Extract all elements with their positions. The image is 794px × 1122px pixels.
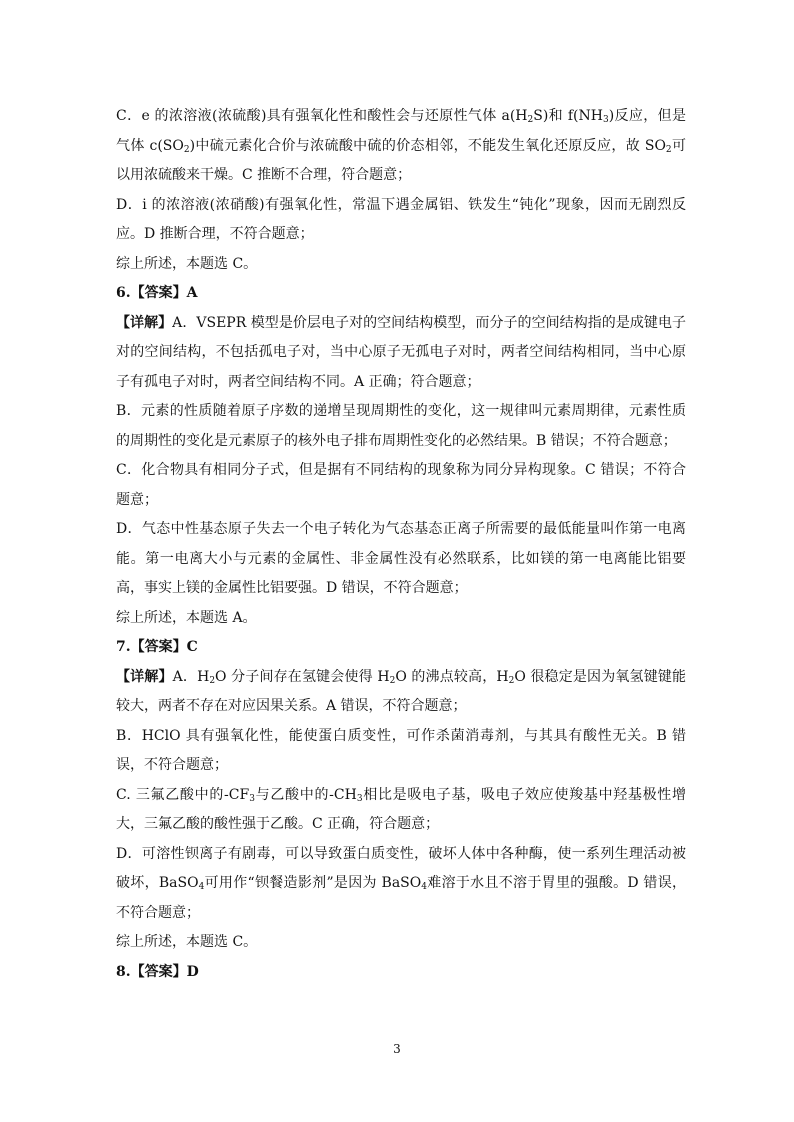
q6-option-d: D．气态中性基态原子失去一个电子转化为气态基态正离子所需要的最低能量叫作第一电离能。第一电离大小与元素的金属性、非金属性没有必然联系，比如镁的第一电离能比铝要高，事实上镁的金属性比铝要强。D 错误，不符合题意； <box>116 521 686 596</box>
subscript: 3 <box>249 793 255 804</box>
text-segment: )反应，但是气体 c(SO <box>116 108 687 154</box>
q6-option-c: C．化合物具有相同分子式，但是据有不同结构的现象称为同分异构现象。C 错误；不符合题意； <box>116 462 686 508</box>
text-segment: )中硫元素化合价与浓硫酸中硫的价态相邻，不能发生氧化还原反应，故 SO <box>189 137 666 154</box>
subscript: 4 <box>198 882 205 892</box>
subscript: 3 <box>602 115 609 125</box>
q6-option-b: B．元素的性质随着原子序数的递增呈现周期性的变化，这一规律叫元素周期律，元素性质的周期性的变化是元素原子的核外电子排布周期性变化的必然结果。B 错误；不符合题意； <box>116 403 686 449</box>
q7-summary: 综上所述，本题选 C。 <box>116 934 258 950</box>
subscript: 2 <box>527 115 534 125</box>
subscript: 2 <box>665 144 672 155</box>
text-segment: O 的沸点较高，H <box>395 668 509 685</box>
text-segment: S)和 f(NH <box>533 108 603 124</box>
page-number: 3 <box>393 1042 401 1056</box>
q7-answer-heading: 7.【答案】C <box>116 639 198 655</box>
q6-answer-heading: 6.【答案】A <box>116 285 198 301</box>
text-segment: C．e 的浓溶液(浓硫酸)具有强氧化性和酸性会与还原性气体 a(H <box>116 108 528 124</box>
q5-option-d: D．i 的浓溶液(浓硝酸)有强氧化性，常温下遇金属铝、铁发生“钝化”现象，因而无剧烈反应。D 推断合理，不符合题意； <box>116 196 686 242</box>
q7-option-d <box>116 840 686 929</box>
text-segment: 可以用浓硫酸来干燥。C 推断不合理，符合题意； <box>116 137 686 183</box>
q7-option-c <box>116 781 686 840</box>
detail-label: 【详解】 <box>116 314 173 331</box>
detail-label: 【详解】 <box>116 668 173 685</box>
q6-summary: 综上所述，本题选 A。 <box>116 609 257 626</box>
text-segment: A．H <box>172 668 210 685</box>
text-segment: D．可溶性钡离子有剧毒，可以导致蛋白质变性，破坏人体中各种酶，使一系列生理活动被破坏，BaSO <box>116 845 686 891</box>
text-segment: 难溶于水且不溶于胃里的强酸。D 错误，不符合题意； <box>116 875 686 921</box>
q8-answer-heading: 8.【答案】D <box>116 963 199 980</box>
subscript: 2 <box>209 675 216 686</box>
text-segment: 相比是吸电子基，吸电子效应使羧基中羟基极性增大，三氟乙酸的酸性强于乙酸。C 正确，符合题意； <box>116 786 687 832</box>
subscript: 2 <box>508 675 515 686</box>
q5-summary: 综上所述，本题选 C。 <box>116 255 258 272</box>
text-segment: 与乙酸中的-CH <box>254 786 357 803</box>
text-segment: C. 三氟乙酸中的-CF <box>116 786 250 803</box>
text-segment: O 很稳定是因为氧氢键键能较大，两者不存在对应因果关系。A 错误，不符合题意； <box>116 668 687 714</box>
q7-option-b: B．HClO 具有强氧化性，能使蛋白质变性，可作杀菌消毒剂，与其具有酸性无关。B 错误，不符合题意； <box>116 727 686 773</box>
text-segment: O 分子间存在氢键会使得 H <box>215 668 390 685</box>
q5-option-c <box>116 102 686 191</box>
document-body <box>116 102 686 987</box>
subscript: 3 <box>356 793 363 804</box>
text-segment: 可用作“钡餐造影剂”是因为 BaSO <box>204 875 422 891</box>
text-segment: A．VSEPR 模型是价层电子对的空间结构模型，而分子的空间结构指的是成键电子对的空间结构，不包括孤电子对，当中心原子无孤电子对时，两者空间结构相同，当中心原子有孤电子对时，两者空间结构不同。A 正确；符合题意； <box>116 314 686 390</box>
subscript: 4 <box>421 882 427 892</box>
subscript: 2 <box>389 675 396 686</box>
q7-option-a <box>116 663 686 722</box>
q6-option-a <box>116 309 686 398</box>
subscript: 2 <box>183 144 190 155</box>
